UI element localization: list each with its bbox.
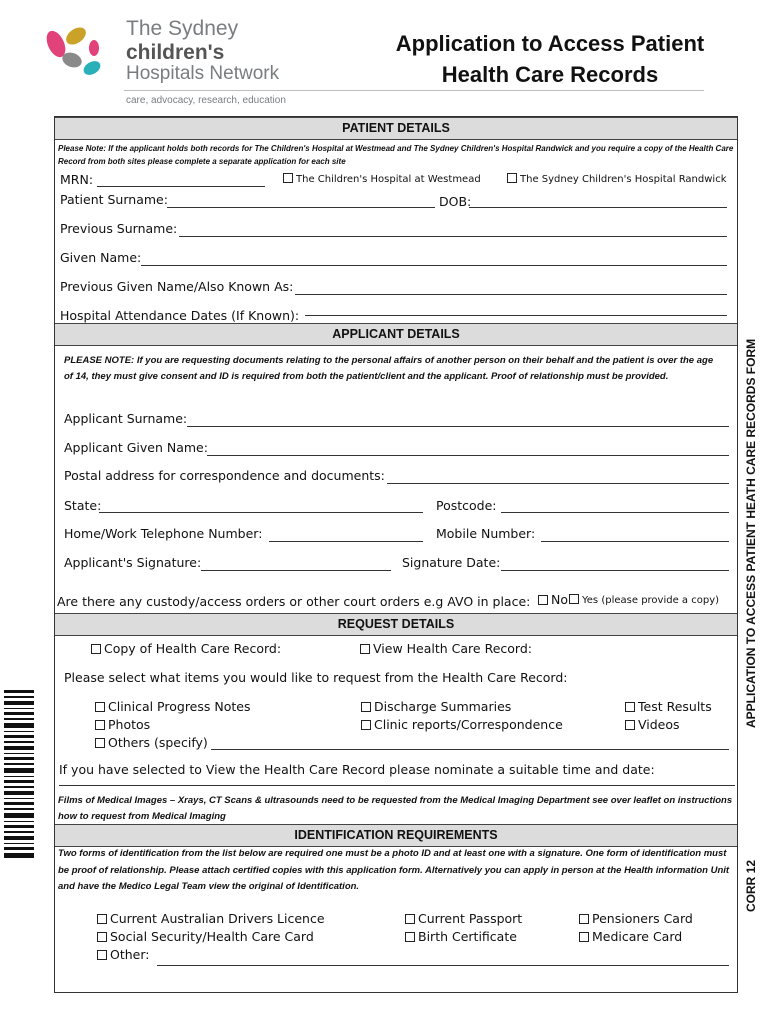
copy-record-label: Copy of Health Care Record: [104, 641, 282, 656]
org-tagline: care, advocacy, research, education [126, 95, 286, 106]
films-note: Films of Medical Images – Xrays, CT Scans & ultrasounds need to be requested from the Medical Imaging Department see over leaflet on instructions how to request from Medical Imaging [58, 795, 733, 822]
site-westmead-checkbox[interactable] [283, 173, 293, 183]
attendance-dates-field[interactable] [305, 315, 727, 316]
id-other-label: Other: [110, 947, 150, 962]
view-record-checkbox[interactable] [360, 644, 370, 654]
given-name-field[interactable] [141, 265, 727, 266]
applicant-surname-field[interactable] [187, 426, 729, 427]
others-label: Others (specify) [108, 735, 208, 750]
barcode-icon [4, 690, 52, 862]
id-medicare-card[interactable] [579, 929, 682, 945]
org-line1: The Sydney [126, 17, 239, 40]
site-randwick-option[interactable] [507, 172, 727, 188]
id-other-field[interactable] [157, 965, 729, 966]
patient-surname-field[interactable] [167, 207, 435, 208]
view-record-label: View Health Care Record: [373, 641, 532, 656]
medicare-card-label: Medicare Card [592, 929, 683, 944]
others-checkbox[interactable] [95, 738, 105, 748]
mobile-label: Mobile Number: [436, 526, 536, 541]
mrn-label: MRN: [60, 172, 94, 187]
passport-checkbox[interactable] [405, 914, 415, 924]
view-time-instruction: If you have selected to View the Health Care Record please nominate a suitable time and date: [59, 762, 655, 777]
previous-surname-label: Previous Surname: [60, 221, 178, 236]
postcode-label: Postcode: [436, 498, 497, 513]
view-record-option[interactable] [360, 641, 532, 657]
postal-address-field[interactable] [387, 483, 729, 484]
application-form [54, 116, 738, 993]
id-passport[interactable] [405, 911, 522, 927]
test-results-label: Test Results [638, 699, 712, 714]
postcode-field[interactable] [501, 512, 729, 513]
telephone-field[interactable] [269, 541, 423, 542]
others-specify-field[interactable] [211, 749, 729, 750]
social-security-checkbox[interactable] [97, 932, 107, 942]
custody-yes-label: Yes [582, 595, 599, 606]
state-label: State: [64, 498, 102, 513]
item-discharge-summaries[interactable] [361, 699, 511, 715]
photos-label: Photos [108, 717, 151, 732]
patient-surname-label: Patient Surname: [60, 192, 168, 207]
sydney-childrens-logo-icon [42, 22, 112, 84]
previous-given-name-label: Previous Given Name/Also Known As: [60, 279, 294, 294]
medicare-card-checkbox[interactable] [579, 932, 589, 942]
previous-surname-field[interactable] [179, 236, 727, 237]
site-westmead-option[interactable] [283, 172, 481, 188]
site-randwick-label: The Sydney Children's Hospital Randwick [520, 174, 727, 185]
mrn-field[interactable] [97, 186, 265, 187]
item-progress-notes[interactable] [95, 699, 250, 715]
mobile-field[interactable] [541, 541, 729, 542]
custody-yes-checkbox[interactable] [569, 594, 579, 604]
applicant-signature-field[interactable] [201, 570, 391, 571]
id-other-checkbox[interactable] [97, 950, 107, 960]
custody-orders-question: Are there any custody/access orders or other court orders e.g AVO in place: [57, 594, 531, 609]
progress-notes-label: Clinical Progress Notes [108, 699, 251, 714]
discharge-checkbox[interactable] [361, 702, 371, 712]
discharge-label: Discharge Summaries [374, 699, 512, 714]
dob-field[interactable] [469, 207, 727, 208]
test-results-checkbox[interactable] [625, 702, 635, 712]
clinic-reports-label: Clinic reports/Correspondence [374, 717, 563, 732]
identification-heading: IDENTIFICATION REQUIREMENTS [55, 824, 737, 847]
clinic-reports-checkbox[interactable] [361, 720, 371, 730]
id-pensioners-card[interactable] [579, 911, 693, 927]
side-form-name: APPLICATION TO ACCESS PATIENT HEATH CARE RECORDS FORM [744, 338, 758, 728]
item-photos[interactable] [95, 717, 150, 733]
id-birth-certificate[interactable] [405, 929, 517, 945]
previous-given-name-field[interactable] [295, 294, 727, 295]
drivers-licence-label: Current Australian Drivers Licence [110, 911, 325, 926]
birth-certificate-checkbox[interactable] [405, 932, 415, 942]
signature-date-field[interactable] [501, 570, 729, 571]
given-name-label: Given Name: [60, 250, 142, 265]
pensioners-card-checkbox[interactable] [579, 914, 589, 924]
photos-checkbox[interactable] [95, 720, 105, 730]
custody-no-label: No [551, 592, 568, 607]
birth-certificate-label: Birth Certificate [418, 929, 517, 944]
passport-label: Current Passport [418, 911, 523, 926]
pensioners-card-label: Pensioners Card [592, 911, 693, 926]
copy-record-option[interactable] [91, 641, 281, 657]
request-details-heading: REQUEST DETAILS [55, 613, 737, 636]
org-line3: Hospitals Network [126, 63, 280, 84]
title-line2: Health Care Records [441, 62, 659, 87]
custody-yes-note: (please provide a copy) [601, 595, 720, 606]
identification-note: Two forms of identification from the list below are required one must be a photo ID and at least one with a signature. One form of identification must be proof of relationship. Please attach certified copies with this application form. Alternatively you can apply in person at the Health information Unit and have the Medico Legal Team view the original of Identification. [58, 848, 730, 892]
applicant-surname-label: Applicant Surname: [64, 411, 188, 426]
item-test-results[interactable] [625, 699, 712, 715]
videos-checkbox[interactable] [625, 720, 635, 730]
patient-note: Please Note: If the applicant holds both records for The Children's Hospital at Westmead and The Sydney Children's Hospital Randwick and you require a copy of the Health Care Record from both sites please complete a separate application for each site [58, 144, 734, 166]
patient-details-heading: PATIENT DETAILS [55, 117, 737, 140]
site-randwick-checkbox[interactable] [507, 173, 517, 183]
progress-notes-checkbox[interactable] [95, 702, 105, 712]
item-clinic-reports[interactable] [361, 717, 563, 733]
attendance-dates-label: Hospital Attendance Dates (If Known): [60, 308, 300, 323]
signature-date-label: Signature Date: [402, 555, 501, 570]
custody-yes-option[interactable] [569, 593, 719, 609]
applicant-details-heading: APPLICANT DETAILS [55, 323, 737, 346]
item-videos[interactable] [625, 717, 680, 733]
state-field[interactable] [99, 512, 423, 513]
drivers-licence-checkbox[interactable] [97, 914, 107, 924]
social-security-label: Social Security/Health Care Card [110, 929, 314, 944]
custody-no-checkbox[interactable] [538, 595, 548, 605]
postal-address-label: Postal address for correspondence and documents: [64, 468, 385, 483]
org-line2: children's [126, 41, 225, 64]
applicant-given-name-label: Applicant Given Name: [64, 440, 208, 455]
videos-label: Videos [638, 717, 680, 732]
header-divider [124, 90, 704, 91]
view-time-field[interactable] [59, 785, 735, 786]
dob-label: DOB: [439, 194, 472, 209]
page-title [360, 28, 740, 90]
item-others[interactable] [95, 735, 208, 751]
title-line1: Application to Access Patient [395, 31, 705, 56]
site-westmead-label: The Children's Hospital at Westmead [296, 174, 481, 185]
select-items-instruction: Please select what items you would like to request from the Health Care Record: [64, 670, 568, 685]
applicant-signature-label: Applicant's Signature: [64, 555, 202, 570]
applicant-note: PLEASE NOTE: If you are requesting documents relating to the personal affairs of another person on their behalf and the patient is over the age of 14, they must give consent and ID is required from both the patient/client and the applicant. Proof of relationship must be provided. [64, 355, 714, 382]
custody-no-option[interactable] [538, 592, 568, 608]
applicant-given-name-field[interactable] [207, 455, 729, 456]
id-other[interactable] [97, 947, 149, 963]
copy-record-checkbox[interactable] [91, 644, 101, 654]
side-form-code: CORR 12 [744, 859, 758, 912]
id-social-security[interactable] [97, 929, 314, 945]
id-drivers-licence[interactable] [97, 911, 325, 927]
telephone-label: Home/Work Telephone Number: [64, 526, 263, 541]
